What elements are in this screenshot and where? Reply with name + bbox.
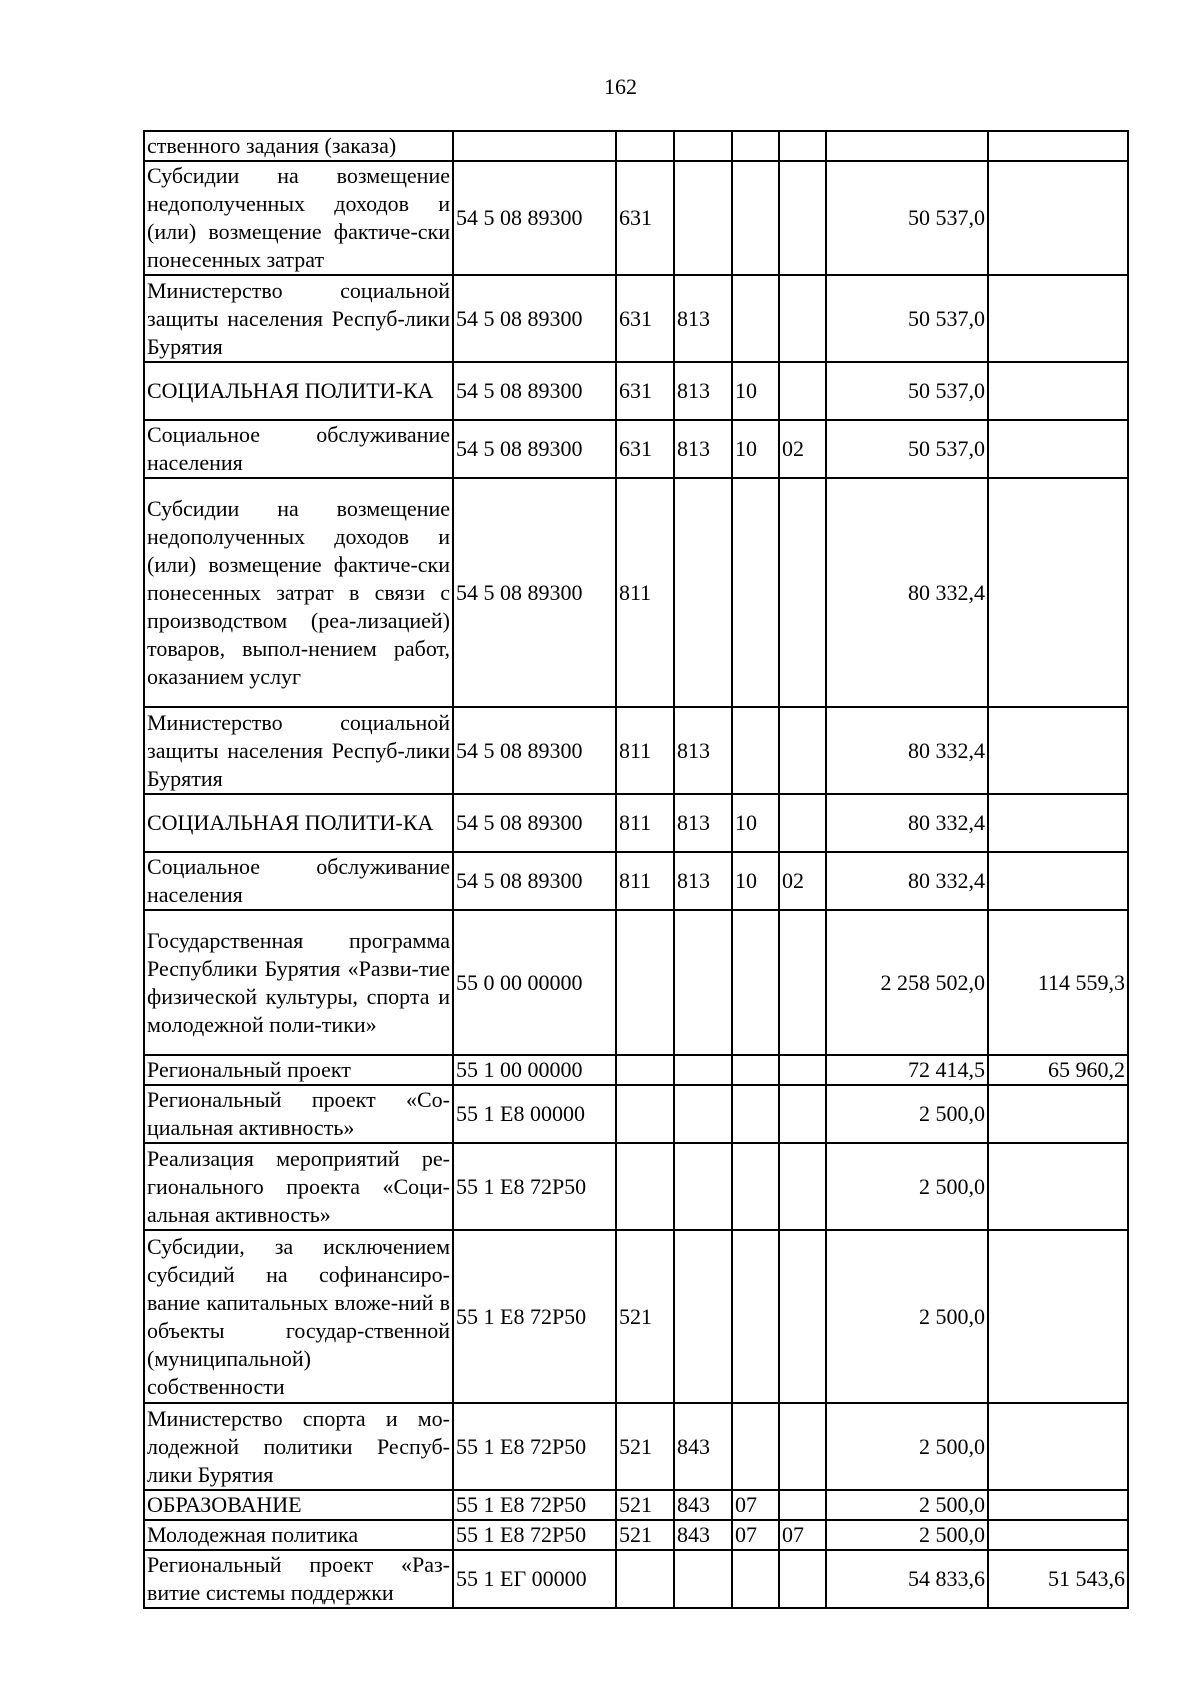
- row-rz-cell: [732, 275, 779, 362]
- row-vr-cell: [616, 131, 674, 161]
- row-sum1-cell: 2 500,0: [826, 1403, 988, 1490]
- row-pr-cell: [779, 275, 826, 362]
- row-sum1-cell: 2 500,0: [826, 1520, 988, 1550]
- row-code-cell: 54 5 08 89300: [453, 161, 616, 275]
- row-vr-cell: 631: [616, 362, 674, 420]
- table-row: [144, 1520, 1128, 1550]
- row-rz-cell: [732, 1085, 779, 1143]
- row-vr-cell: 811: [616, 794, 674, 852]
- row-grbs-cell: [674, 910, 732, 1055]
- row-code-cell: 54 5 08 89300: [453, 275, 616, 362]
- row-grbs-cell: [674, 161, 732, 275]
- row-code-cell: 55 1 E8 72P50: [453, 1143, 616, 1230]
- row-grbs-cell: 813: [674, 707, 732, 794]
- row-pr-cell: [779, 1230, 826, 1403]
- row-rz-cell: 07: [732, 1520, 779, 1550]
- table-row: [144, 275, 1128, 362]
- table-row: [144, 707, 1128, 794]
- row-sum2-cell: [988, 362, 1128, 420]
- row-sum1-cell: 2 258 502,0: [826, 910, 988, 1055]
- row-sum1-cell: 50 537,0: [826, 362, 988, 420]
- table-body: [144, 131, 1128, 1608]
- row-pr-cell: [779, 161, 826, 275]
- row-code-cell: 54 5 08 89300: [453, 478, 616, 707]
- row-rz-cell: [732, 1055, 779, 1085]
- row-sum2-cell: [988, 1520, 1128, 1550]
- row-sum2-cell: [988, 161, 1128, 275]
- row-rz-cell: [732, 478, 779, 707]
- row-grbs-cell: 813: [674, 362, 732, 420]
- row-sum2-cell: [988, 852, 1128, 910]
- table-row: [144, 131, 1128, 161]
- row-code-cell: 54 5 08 89300: [453, 852, 616, 910]
- row-sum1-cell: 72 414,5: [826, 1055, 988, 1085]
- row-name-cell: Региональный проект «Раз-витие системы поддержки: [144, 1550, 453, 1608]
- row-name-cell: ОБРАЗОВАНИЕ: [144, 1490, 453, 1520]
- row-grbs-cell: 813: [674, 852, 732, 910]
- table-row: [144, 420, 1128, 478]
- row-vr-cell: 521: [616, 1520, 674, 1550]
- row-code-cell: 55 0 00 00000: [453, 910, 616, 1055]
- row-sum1-cell: 80 332,4: [826, 794, 988, 852]
- row-vr-cell: [616, 910, 674, 1055]
- row-pr-cell: [779, 1085, 826, 1143]
- row-pr-cell: [779, 910, 826, 1055]
- row-name-cell: Субсидии на возмещение недополученных доходов и (или) возмещение фактиче-ски понесенных затрат: [144, 161, 453, 275]
- row-sum2-cell: [988, 1230, 1128, 1403]
- row-vr-cell: [616, 1550, 674, 1608]
- row-pr-cell: [779, 794, 826, 852]
- row-name-cell: ственного задания (заказа): [144, 131, 453, 161]
- row-sum2-cell: [988, 275, 1128, 362]
- row-pr-cell: [779, 1143, 826, 1230]
- row-sum2-cell: [988, 1490, 1128, 1520]
- row-sum1-cell: [826, 131, 988, 161]
- row-grbs-cell: [674, 1085, 732, 1143]
- row-pr-cell: 07: [779, 1520, 826, 1550]
- row-code-cell: 54 5 08 89300: [453, 420, 616, 478]
- row-rz-cell: [732, 1143, 779, 1230]
- table-row: [144, 1085, 1128, 1143]
- row-grbs-cell: 813: [674, 275, 732, 362]
- row-grbs-cell: [674, 478, 732, 707]
- row-sum2-cell: [988, 707, 1128, 794]
- table-row: [144, 1230, 1128, 1403]
- row-code-cell: 55 1 E8 00000: [453, 1085, 616, 1143]
- row-sum1-cell: 80 332,4: [826, 707, 988, 794]
- row-vr-cell: 811: [616, 707, 674, 794]
- row-vr-cell: 521: [616, 1403, 674, 1490]
- row-name-cell: Реализация мероприятий ре-гионального проекта «Соци-альная активность»: [144, 1143, 453, 1230]
- row-code-cell: 55 1 00 00000: [453, 1055, 616, 1085]
- row-sum2-cell: [988, 131, 1128, 161]
- row-code-cell: 54 5 08 89300: [453, 362, 616, 420]
- row-code-cell: 55 1 E8 72P50: [453, 1490, 616, 1520]
- row-sum2-cell: 114 559,3: [988, 910, 1128, 1055]
- row-name-cell: Субсидии на возмещение недополученных доходов и (или) возмещение фактиче-ски понесенных затрат в связи с производством (реа-лизацией) товаров, выпол-нением работ, оказанием услуг: [144, 478, 453, 707]
- row-vr-cell: [616, 1055, 674, 1085]
- row-name-cell: Региональный проект «Со-циальная активность»: [144, 1085, 453, 1143]
- table-row: [144, 1055, 1128, 1085]
- row-vr-cell: 631: [616, 275, 674, 362]
- row-pr-cell: [779, 478, 826, 707]
- table-row: [144, 1403, 1128, 1490]
- row-sum1-cell: 80 332,4: [826, 478, 988, 707]
- row-rz-cell: 10: [732, 852, 779, 910]
- row-sum1-cell: 2 500,0: [826, 1085, 988, 1143]
- table-row: [144, 362, 1128, 420]
- row-sum2-cell: [988, 420, 1128, 478]
- table-row: [144, 478, 1128, 707]
- row-rz-cell: [732, 1550, 779, 1608]
- row-grbs-cell: [674, 1550, 732, 1608]
- table-row: [144, 1490, 1128, 1520]
- row-name-cell: Региональный проект: [144, 1055, 453, 1085]
- row-sum1-cell: 50 537,0: [826, 161, 988, 275]
- row-code-cell: 55 1 E8 72P50: [453, 1403, 616, 1490]
- row-pr-cell: 02: [779, 852, 826, 910]
- row-sum2-cell: 65 960,2: [988, 1055, 1128, 1085]
- row-sum1-cell: 2 500,0: [826, 1230, 988, 1403]
- row-vr-cell: 521: [616, 1230, 674, 1403]
- row-sum1-cell: 54 833,6: [826, 1550, 988, 1608]
- table-row: [144, 910, 1128, 1055]
- row-sum1-cell: 80 332,4: [826, 852, 988, 910]
- row-grbs-cell: 843: [674, 1403, 732, 1490]
- row-vr-cell: 811: [616, 478, 674, 707]
- row-rz-cell: 10: [732, 362, 779, 420]
- row-code-cell: 55 1 E8 72P50: [453, 1520, 616, 1550]
- row-pr-cell: 02: [779, 420, 826, 478]
- table-row: [144, 161, 1128, 275]
- row-pr-cell: [779, 1550, 826, 1608]
- row-sum2-cell: [988, 1085, 1128, 1143]
- row-vr-cell: 631: [616, 420, 674, 478]
- row-grbs-cell: [674, 1143, 732, 1230]
- row-rz-cell: [732, 1403, 779, 1490]
- table-row: [144, 1550, 1128, 1608]
- row-rz-cell: [732, 1230, 779, 1403]
- row-rz-cell: [732, 910, 779, 1055]
- row-name-cell: Молодежная политика: [144, 1520, 453, 1550]
- row-name-cell: Государственная программа Республики Бурятия «Разви-тие физической культуры, спорта и молодежной поли-тики»: [144, 910, 453, 1055]
- row-sum1-cell: 50 537,0: [826, 420, 988, 478]
- row-rz-cell: 07: [732, 1490, 779, 1520]
- row-sum1-cell: 50 537,0: [826, 275, 988, 362]
- row-rz-cell: 10: [732, 794, 779, 852]
- row-vr-cell: [616, 1085, 674, 1143]
- table-row: [144, 852, 1128, 910]
- row-name-cell: Социальное обслуживание населения: [144, 420, 453, 478]
- row-sum2-cell: [988, 478, 1128, 707]
- row-name-cell: Министерство спорта и мо-лодежной политики Респуб-лики Бурятия: [144, 1403, 453, 1490]
- row-code-cell: 55 1 ЕГ 00000: [453, 1550, 616, 1608]
- table-row: [144, 794, 1128, 852]
- row-name-cell: Социальное обслуживание населения: [144, 852, 453, 910]
- row-grbs-cell: 843: [674, 1520, 732, 1550]
- row-grbs-cell: 813: [674, 794, 732, 852]
- row-name-cell: СОЦИАЛЬНАЯ ПОЛИТИ-КА: [144, 794, 453, 852]
- page-number: 162: [604, 74, 637, 99]
- row-sum2-cell: [988, 1403, 1128, 1490]
- row-rz-cell: [732, 131, 779, 161]
- row-sum2-cell: [988, 794, 1128, 852]
- row-pr-cell: [779, 131, 826, 161]
- row-name-cell: Министерство социальной защиты населения Респуб-лики Бурятия: [144, 707, 453, 794]
- row-vr-cell: 811: [616, 852, 674, 910]
- row-grbs-cell: 813: [674, 420, 732, 478]
- row-rz-cell: 10: [732, 420, 779, 478]
- row-name-cell: Министерство социальной защиты населения Респуб-лики Бурятия: [144, 275, 453, 362]
- row-rz-cell: [732, 161, 779, 275]
- row-code-cell: 55 1 E8 72P50: [453, 1230, 616, 1403]
- row-code-cell: 54 5 08 89300: [453, 707, 616, 794]
- row-name-cell: Субсидии, за исключением субсидий на софинансиро-вание капитальных вложе-ний в объекты государ-ственной (муниципальной) собственности: [144, 1230, 453, 1403]
- row-grbs-cell: [674, 131, 732, 161]
- row-vr-cell: 631: [616, 161, 674, 275]
- row-rz-cell: [732, 707, 779, 794]
- row-pr-cell: [779, 362, 826, 420]
- row-vr-cell: 521: [616, 1490, 674, 1520]
- row-code-cell: 54 5 08 89300: [453, 794, 616, 852]
- row-pr-cell: [779, 1403, 826, 1490]
- row-vr-cell: [616, 1143, 674, 1230]
- row-code-cell: [453, 131, 616, 161]
- table-row: [144, 1143, 1128, 1230]
- row-name-cell: СОЦИАЛЬНАЯ ПОЛИТИ-КА: [144, 362, 453, 420]
- row-sum2-cell: 51 543,6: [988, 1550, 1128, 1608]
- row-pr-cell: [779, 1490, 826, 1520]
- row-pr-cell: [779, 1055, 826, 1085]
- row-pr-cell: [779, 707, 826, 794]
- row-sum2-cell: [988, 1143, 1128, 1230]
- row-grbs-cell: [674, 1230, 732, 1403]
- row-grbs-cell: [674, 1055, 732, 1085]
- row-sum1-cell: 2 500,0: [826, 1143, 988, 1230]
- row-grbs-cell: 843: [674, 1490, 732, 1520]
- row-sum1-cell: 2 500,0: [826, 1490, 988, 1520]
- budget-table: [143, 130, 1129, 1609]
